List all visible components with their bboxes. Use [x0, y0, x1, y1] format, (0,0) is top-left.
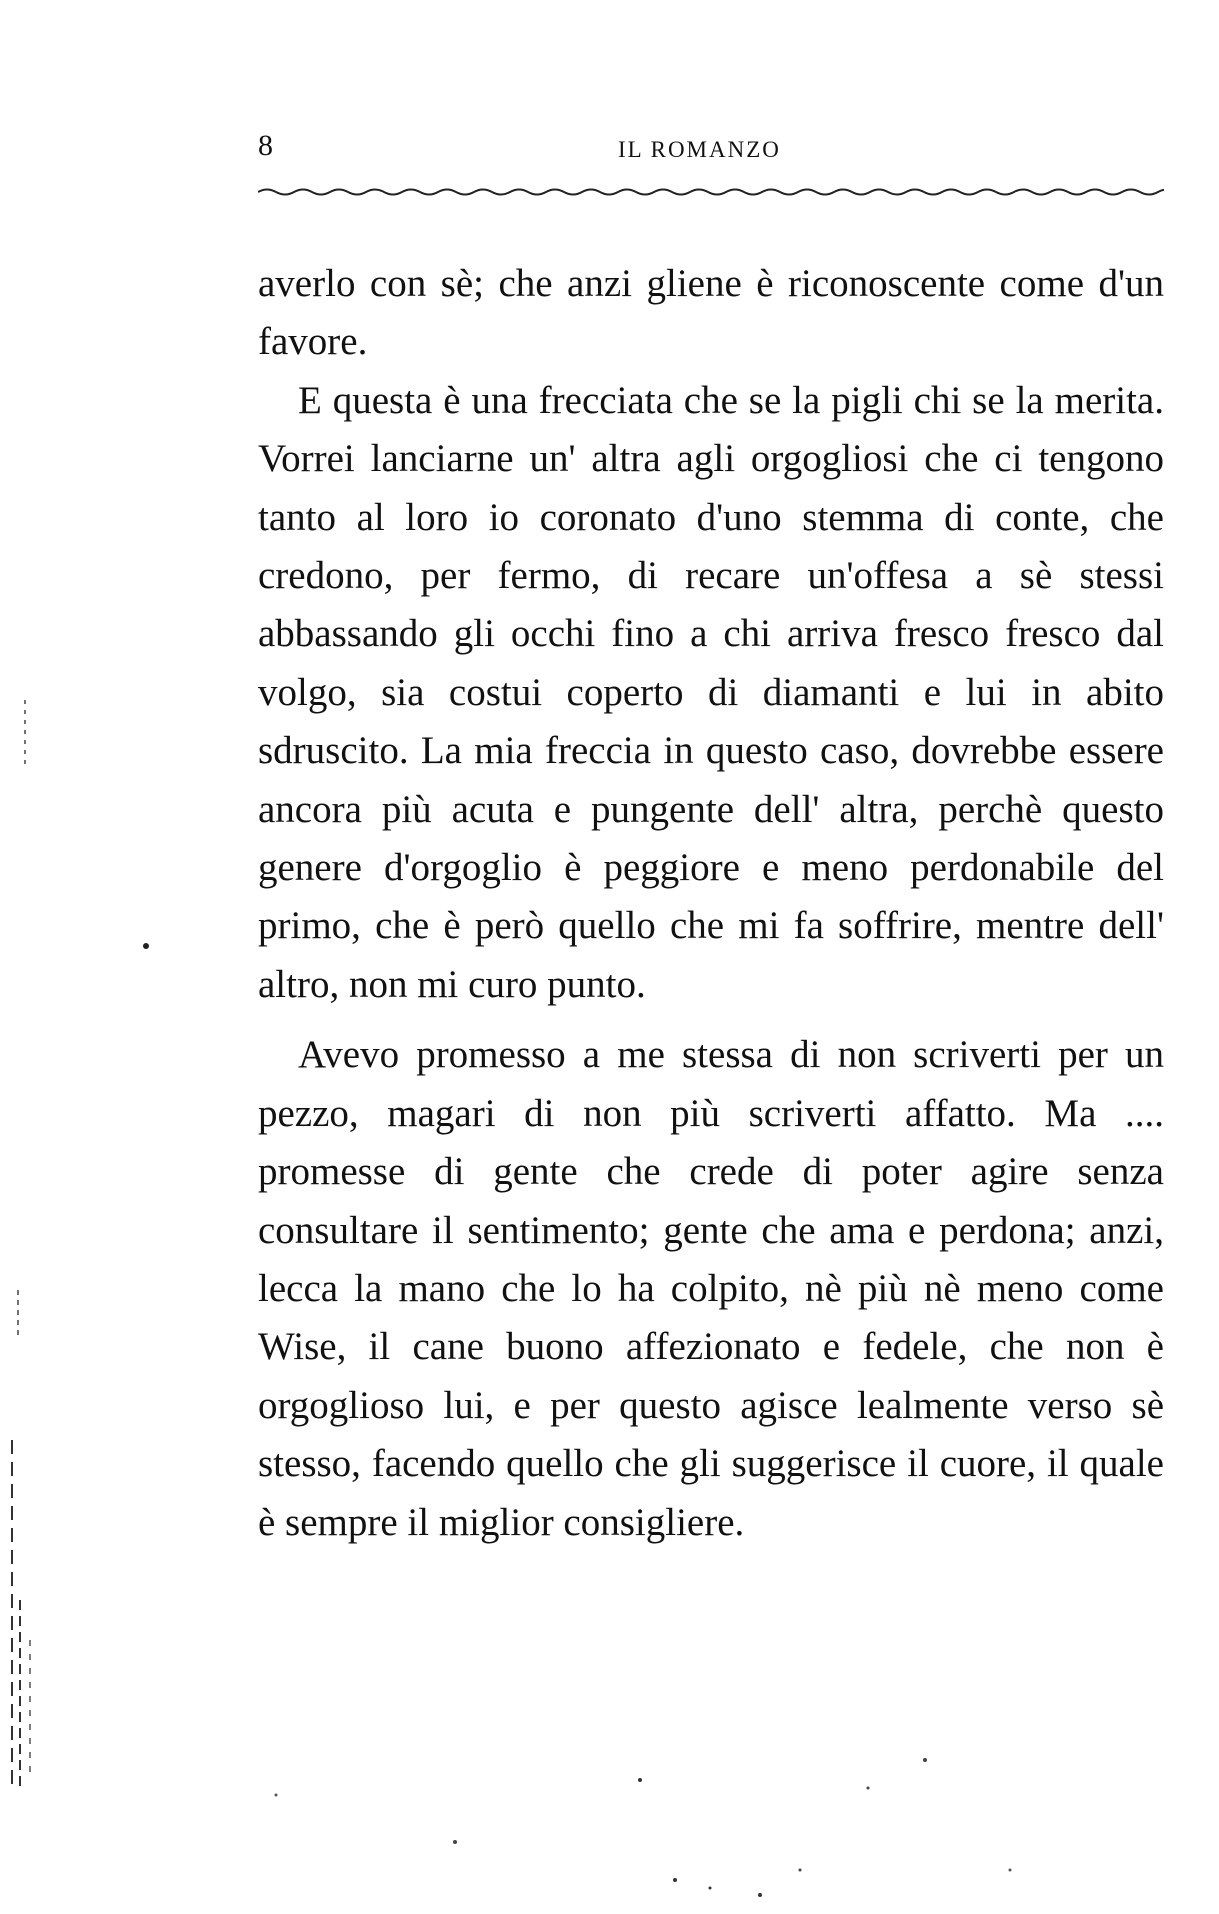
- paragraph-3: Avevo promesso a me stessa di non scriverti per un pezzo, magari di non più scriverti affatto. Ma .... promesse di gente che crede di poter agire senza consultare il sentimento; gente che ama e perdona; anzi, lecca la mano che lo ha colpito, nè più nè meno come Wise, il cane buono affezionato e fedele, che non è orgoglioso lui, e per questo agisce lealmente verso sè stesso, facendo quello che gli suggerisce il cuore, il quale è sempre il miglior consigliere.: [258, 1033, 1164, 1544]
- running-title: IL ROMANZO: [618, 137, 781, 162]
- paragraph-1: averlo con sè; che anzi gliene è riconoscente come d'un favore.: [258, 262, 1164, 364]
- paragraph-2: E questa è una frecciata che se la pigli chi se la merita. Vorrei lanciarne un' altra agli orgogliosi che ci tengono tanto al loro io coronato d'uno stemma di conte, che credono, per fermo, di recare un'offesa a sè stessi abbassando gli occhi fino a chi arriva fresco fresco dal volgo, sia costui coperto di diamanti e lui in abito sdruscito. La mia freccia in questo caso, dovrebbe essere ancora più acuta e pungente dell' altra, perchè questo genere d'orgoglio è peggiore e meno perdonabile del primo, che è però quello che mi fa soffrire, mentre dell' altro, non mi curo punto.: [258, 378, 1164, 1006]
- body-text: [258, 255, 1164, 1552]
- wavy-rule-divider: [258, 180, 1164, 204]
- running-header: [258, 126, 1158, 166]
- page-number: 8: [258, 129, 273, 162]
